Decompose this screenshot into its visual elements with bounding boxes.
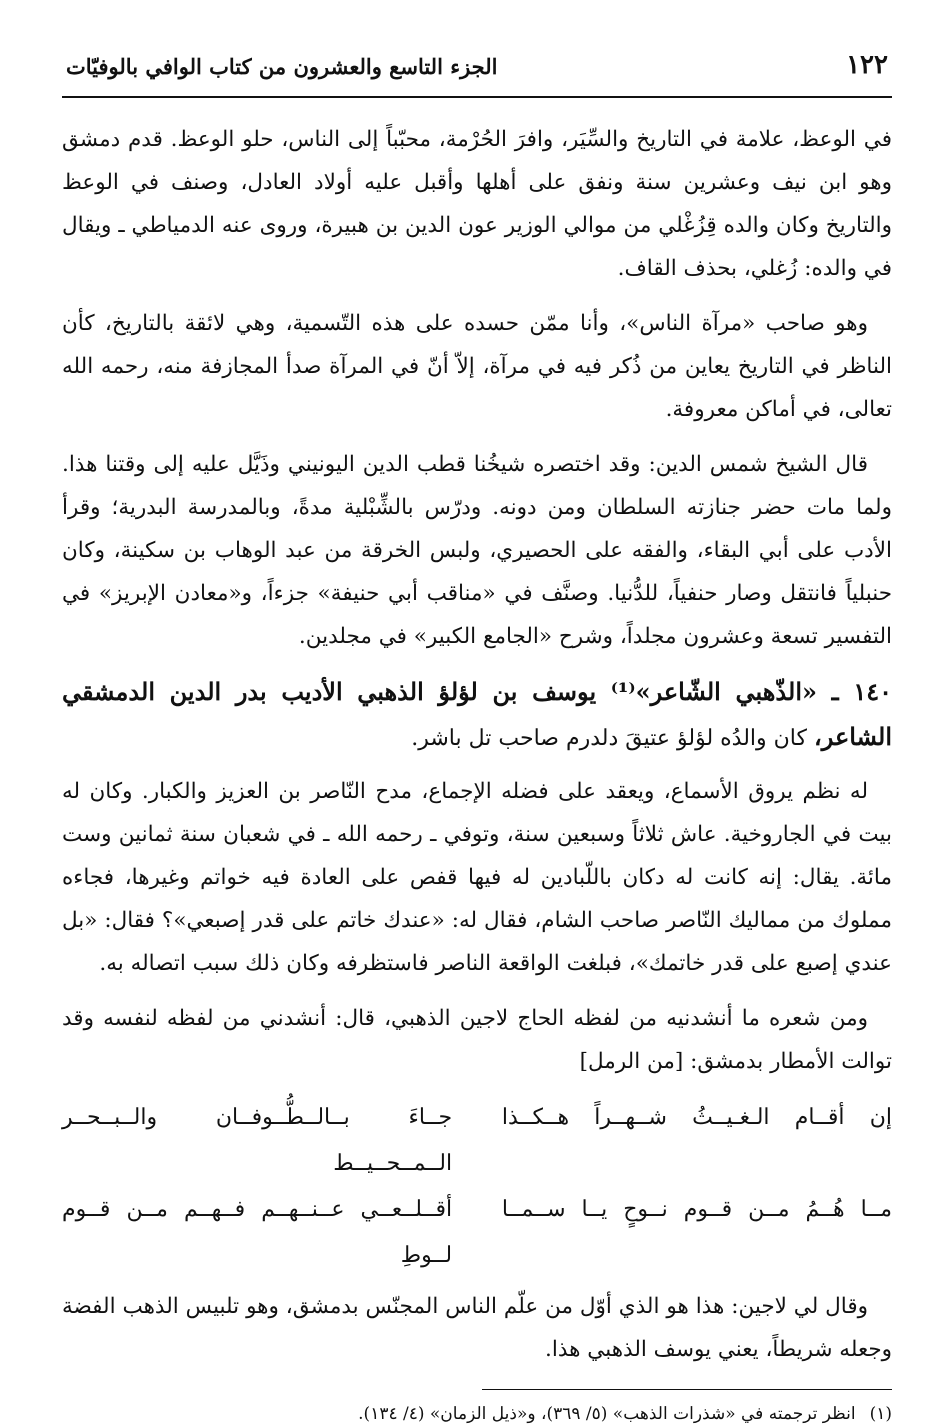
paragraph-biography: له نظم يروق الأسماع، ويعقد على فضله الإجماع، مدح النّاصر بن العزيز والكبار. وكان له بيت في الجاروخية. عاش ثلاثاً وسبعين سنة، وتوفي ـ رحمه الله ـ في شعبان سنة ثمانين وست مائة. يقال: إنه كانت له دكان باللّبادين له فيها قفص على العادة فيه خواتم وغيرها، فجاءه مملوك من مماليك النّاصر صاحب الشام، فقال له: «عندك خاتم على قدر إصبعي»؟ فقال: «بل عندي إصبع على قدر خاتمك»، فبلغت الواقعة الناصر فاستظرفه وكان ذلك سبب اتصاله به. xyxy=(62,779,892,976)
paragraph-shams-al-din: قال الشيخ شمس الدين: وقد اختصره شيخُنا قطب الدين اليونيني وذَيَّل عليه إلى وقتنا هذا. ولما مات حضر جنازته السلطان ومن دونه. ودرّس بالشِّبْلية مدةً، وبالمدرسة البدرية؛ وقرأ الأدب على أبي البقاء، والفقه على الحصيري، ولبس الخرقة من عبد الوهاب بن سكينة، وكان حنبلياً فانتقل وصار حنفياً، للدُّنيا. وصنَّف في «مناقب أبي حنيفة» جزءاً، و«معادن الإبريز» في التفسير تسعة وعشرون مجلداً، وشرح «الجامع الكبير» في مجلدين. xyxy=(62,452,892,649)
entry-140-title: ١٤٠ ـ «الذّهبي الشّاعر»⁽¹⁾ يوسف بن لؤلؤ الذهبي الأديب بدر الدين الدمشقي الشاعر، xyxy=(62,677,892,751)
verse-2-second-hemistich: أقــلــعــي عــنــهــم فــهــم مــن قــوم لــوطِ xyxy=(62,1197,453,1268)
paragraph-poem-intro: ومن شعره ما أنشدنيه من لفظه الحاج لاجين الذهبي، قال: أنشدني من لفظه لنفسه وقد توالت الأمطار بدمشق: [من الرمل] xyxy=(62,1006,892,1074)
verse-2-first-hemistich: مــا هُــمُ مــن قــوم نــوحٍ يــا ســمــا xyxy=(501,1197,892,1222)
paragraph-lajin: وقال لي لاجين: هذا هو الذي أوّل من علّم الناس المجنّس بدمشق، وهو تلبيس الذهب الفضة وجعله شريطاً، يعني يوسف الذهبي هذا. xyxy=(62,1294,892,1362)
page-number: ١٢٢ xyxy=(846,50,888,80)
paragraph-mirat-al-nas: وهو صاحب «مرآة الناس»، وأنا ممّن حسده على هذه التّسمية، وهي لائقة بالتاريخ، كأن الناظر في التاريخ يعاين من ذُكر فيه في مرآة، إلاّ أنّ في المرآة صدأ المجازفة منه، رحمه الله تعالى، في أماكن معروفة. xyxy=(62,311,892,422)
running-title: الجزء التاسع والعشرون من كتاب الوافي بالوفيّات xyxy=(66,54,498,79)
footnote-text: انظر ترجمته في «شذرات الذهب» (٥/ ٣٦٩)، و«ذيل الزمان» (٤/ ١٣٤). xyxy=(358,1404,856,1424)
verse-1-second-hemistich: جــاءَ بــالــطُّــوفــان والــبــحــر الــمــحــيــط xyxy=(62,1105,453,1176)
book-page xyxy=(62,38,892,1424)
entry-140-heading xyxy=(62,670,892,760)
footnote-mark: (١) xyxy=(869,1404,892,1424)
verse-1-first-hemistich: إن أقــام الـغـيــثُ شــهــراً هــكــذا xyxy=(501,1105,892,1130)
footnote-divider xyxy=(482,1389,892,1390)
paragraph-continuation: في الوعظ، علامة في التاريخ والسِّيَر، وافرَ الحُرْمة، محبّباً إلى الناس، حلو الوعظ. قدم دمشق وهو ابن نيف وعشرين سنة ونفق على أهلها وأقبل عليه أولاد العادل، وصنف في الوعظ والتاريخ وكان والده قِزُغْلي من موالي الوزير عون الدين بن هبيرة، وروى عنه الدمياطي ـ ويقال في والده: زُغلي، بحذف القاف. xyxy=(62,127,892,281)
poem-verse-1 xyxy=(62,1095,892,1187)
footnote xyxy=(62,1400,892,1428)
page-header xyxy=(62,38,892,98)
poem xyxy=(62,1095,892,1279)
poem-verse-2 xyxy=(62,1187,892,1279)
main-text xyxy=(62,118,892,1428)
entry-140-intro: كان والدُه لؤلؤ عتيقَ دلدرم صاحب تل باشر. xyxy=(411,726,814,751)
